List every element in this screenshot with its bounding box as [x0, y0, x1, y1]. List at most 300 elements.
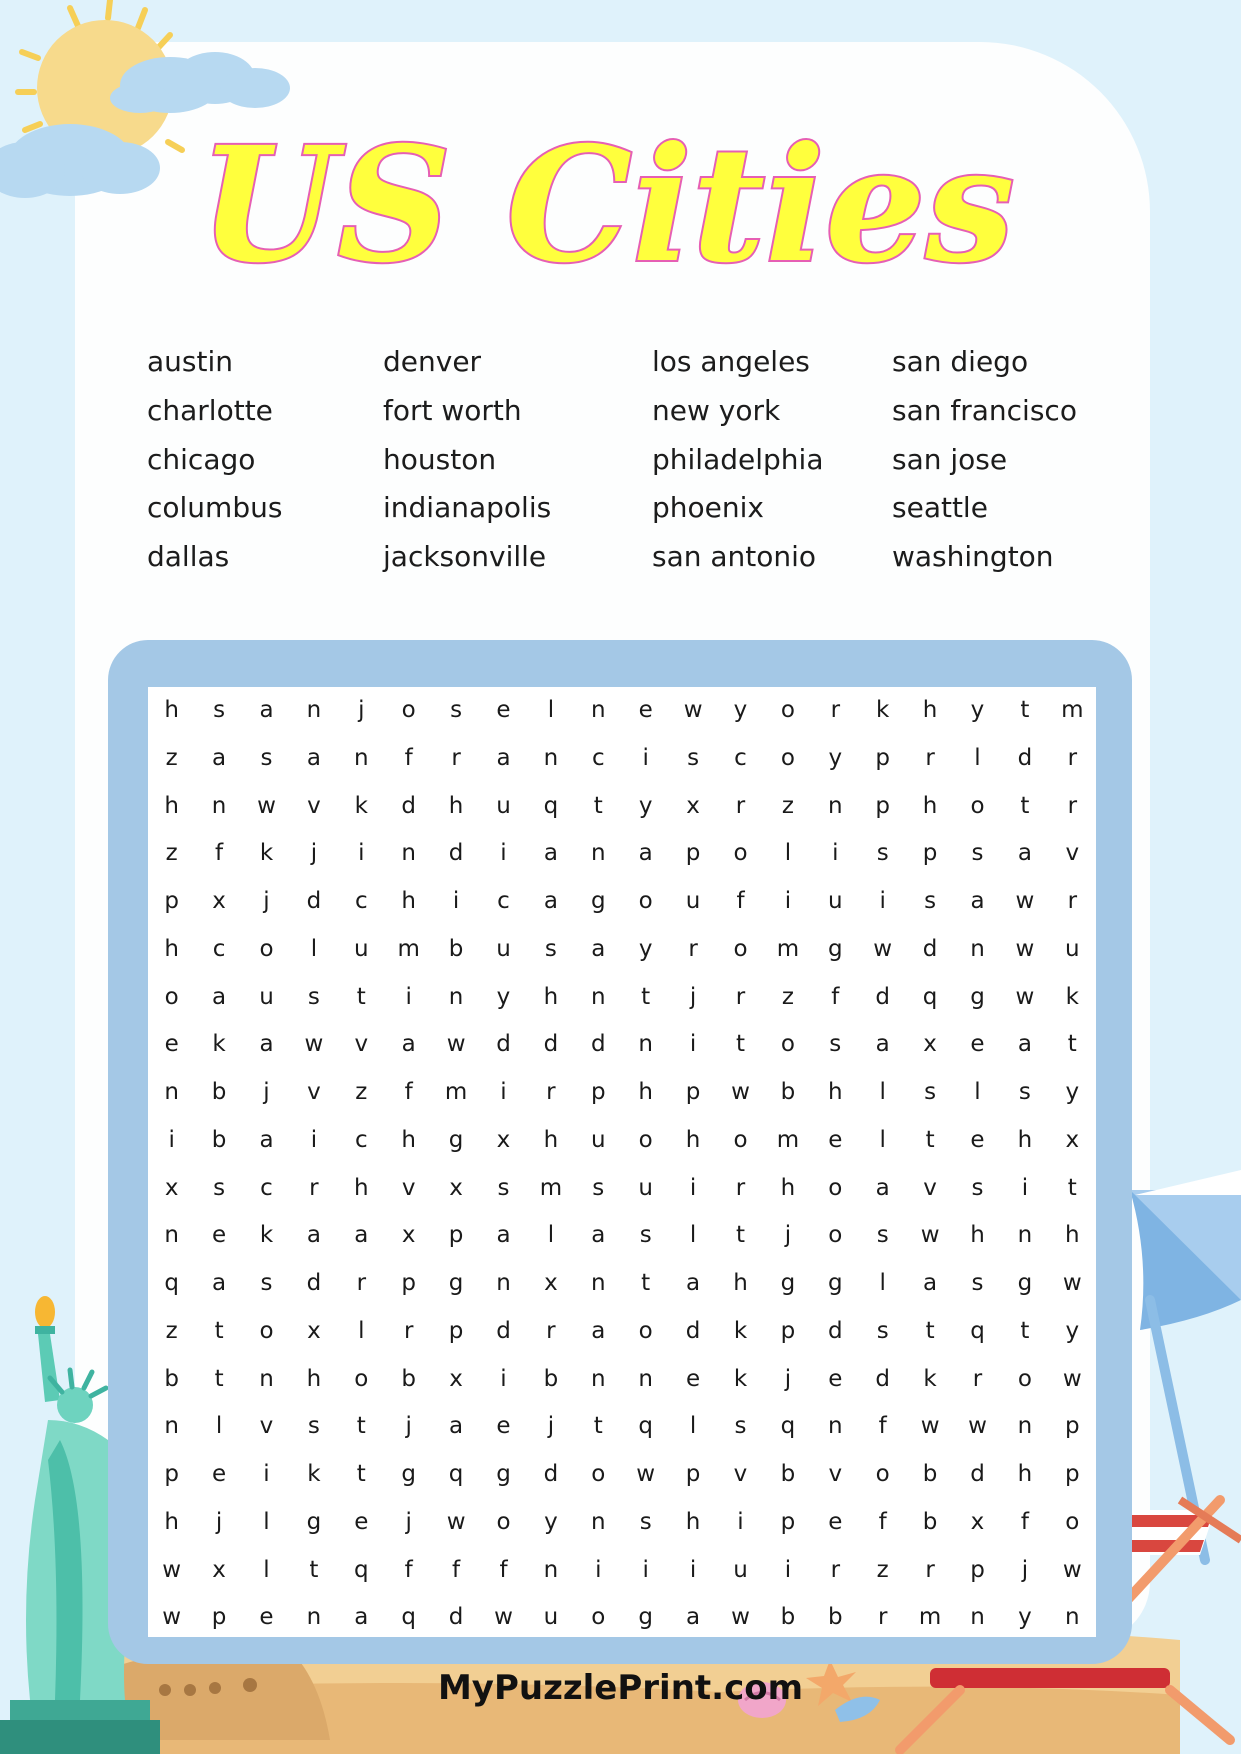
grid-cell: l [879, 1079, 886, 1105]
grid-cell: v [923, 1174, 937, 1201]
grid-cell: f [878, 1508, 887, 1535]
grid-cell: g [827, 1270, 843, 1296]
grid-cell: e [212, 1222, 227, 1249]
grid-cell: i [500, 1079, 507, 1105]
grid-cell: i [642, 1556, 649, 1583]
grid-cell: l [689, 1413, 697, 1440]
grid-cell: d [306, 1270, 322, 1296]
grid-cell: d [875, 983, 890, 1010]
grid-cell: p [685, 1079, 701, 1105]
grid-cell: d [306, 888, 322, 914]
grid-cell: i [737, 1508, 744, 1535]
grid-cell: l [358, 1317, 365, 1344]
word-list-item: phoenix [652, 491, 764, 525]
grid-cell: s [971, 840, 984, 867]
grid-cell: e [212, 1461, 227, 1487]
grid-cell: o [970, 792, 985, 819]
grid-cell: d [543, 1031, 559, 1058]
grid-cell: c [354, 888, 368, 914]
grid-cell: f [499, 1556, 508, 1583]
grid-cell: j [689, 983, 697, 1010]
grid-cell: j [310, 840, 318, 867]
grid-cell: l [879, 1270, 886, 1296]
grid-cell: w [968, 1413, 987, 1440]
grid-cell: n [828, 792, 843, 819]
grid-cell: f [736, 888, 745, 914]
grid-cell: u [354, 935, 369, 962]
grid-cell: j [358, 697, 365, 723]
grid-cell: a [543, 888, 558, 914]
grid-cell: s [687, 744, 700, 771]
grid-cell: r [1067, 792, 1078, 819]
grid-cell: h [164, 697, 179, 723]
grid-cell: p [448, 1317, 464, 1344]
grid-cell: w [1015, 983, 1035, 1010]
grid-cell: a [259, 697, 274, 723]
grid-cell: q [638, 1413, 653, 1440]
grid-cell: r [830, 697, 841, 723]
grid-cell: n [638, 1031, 653, 1058]
grid-cell: p [1064, 1461, 1080, 1487]
grid-cell: t [735, 1222, 745, 1249]
word-list [147, 338, 1087, 588]
grid-cell: o [496, 1508, 511, 1535]
grid-cell: p [875, 792, 890, 819]
grid-cell: h [354, 1174, 369, 1201]
grid-cell: h [543, 1126, 559, 1153]
grid-cell: o [354, 1365, 369, 1392]
grid-cell: y [828, 744, 843, 771]
grid-cell: d [448, 1604, 464, 1631]
grid-cell: n [306, 697, 322, 723]
grid-cell: k [354, 792, 368, 819]
grid-cell: v [1065, 840, 1080, 867]
grid-cell: u [638, 1174, 653, 1201]
grid-cell: a [638, 840, 653, 867]
grid-cell: c [734, 744, 747, 771]
grid-cell: j [405, 1413, 412, 1440]
grid-cell: t [925, 1317, 935, 1344]
grid-cell: s [307, 1413, 320, 1440]
word-list-item: charlotte [147, 393, 273, 427]
word-list-item: san antonio [652, 540, 817, 574]
grid-cell: x [212, 1556, 226, 1583]
grid-cell: t [925, 1126, 935, 1153]
grid-cell: o [875, 1461, 890, 1487]
grid-cell: m [1061, 697, 1084, 723]
grid-cell: e [259, 1604, 274, 1631]
grid-cell: p [922, 840, 938, 867]
grid-cell: h [685, 1508, 701, 1535]
grid-cell: l [547, 1222, 555, 1249]
grid-cell: h [1065, 1222, 1080, 1249]
grid-cell: n [591, 1270, 606, 1296]
grid-cell: z [355, 1079, 368, 1105]
grid-cell: p [164, 1461, 179, 1487]
grid-cell: s [876, 840, 889, 867]
grid-cell: r [451, 744, 461, 771]
grid-cell: g [1017, 1270, 1033, 1296]
grid-cell: a [259, 1031, 274, 1058]
grid-cell: l [263, 1508, 270, 1535]
word-list-item: denver [383, 345, 482, 378]
grid-cell: i [358, 840, 365, 867]
grid-cell: v [307, 1079, 321, 1105]
grid-cell: r [356, 1270, 367, 1296]
grid-cell: l [974, 744, 981, 771]
grid-cell: m [776, 1126, 800, 1153]
grid-cell: s [260, 1270, 273, 1296]
grid-cell: a [1017, 840, 1032, 867]
grid-cell: b [780, 1604, 796, 1631]
grid-cell: y [638, 792, 653, 819]
grid-cell: c [497, 888, 510, 914]
grid-cell: q [448, 1461, 464, 1487]
grid-cell: s [876, 1317, 889, 1344]
grid-cell: f [878, 1413, 887, 1440]
grid-cell: t [1020, 1317, 1030, 1344]
grid-cell: w [494, 1604, 513, 1631]
grid-cell: a [306, 1222, 321, 1249]
grid-cell: j [263, 888, 270, 914]
grid-cell: d [827, 1317, 843, 1344]
grid-cell: w [257, 792, 276, 819]
grid-cell: h [164, 1508, 179, 1535]
word-list-column [652, 338, 823, 582]
grid-cell: o [780, 744, 795, 771]
grid-cell: o [591, 1461, 606, 1487]
grid-cell: w [920, 1413, 940, 1440]
grid-cell: g [401, 1461, 416, 1487]
grid-cell: w [920, 1222, 940, 1249]
grid-cell: s [876, 1222, 889, 1249]
grid-cell: t [1067, 1174, 1077, 1201]
grid-cell: f [215, 840, 224, 867]
grid-cell: s [924, 888, 937, 914]
grid-cell: s [971, 1270, 984, 1296]
grid-cell: f [404, 1556, 413, 1583]
grid-cell: n [164, 1222, 179, 1249]
grid-cell: j [1021, 1556, 1029, 1583]
grid-cell: s [924, 1079, 937, 1105]
grid-cell: i [405, 983, 412, 1010]
grid-cell: f [831, 983, 840, 1010]
grid-cell: o [828, 1174, 843, 1201]
grid-cell: d [1017, 744, 1033, 771]
grid-cell: e [354, 1508, 369, 1535]
grid-cell: h [685, 1126, 701, 1153]
grid-cell: s [971, 1174, 984, 1201]
grid-cell: t [1020, 697, 1030, 723]
grid-cell: o [259, 1317, 274, 1344]
grid-cell: u [685, 888, 701, 914]
grid-cell: e [496, 697, 511, 723]
grid-cell: d [685, 1317, 701, 1344]
word-list-item: philadelphia [652, 442, 824, 476]
grid-cell: o [733, 1126, 748, 1153]
grid-cell: i [500, 840, 507, 867]
grid-cell: o [164, 983, 179, 1010]
grid-cell: t [641, 1270, 651, 1296]
grid-cell: z [165, 744, 178, 771]
grid-cell: w [1015, 935, 1035, 962]
grid-cell: r [925, 1556, 935, 1583]
grid-cell: y [1065, 1317, 1080, 1344]
grid-cell: s [1018, 1079, 1031, 1105]
grid-cell: o [259, 935, 274, 962]
grid-cell: o [591, 1604, 606, 1631]
grid-cell: w [1062, 1365, 1082, 1392]
grid-cell: t [1067, 1031, 1077, 1058]
grid-cell: b [211, 1079, 227, 1105]
grid-cell: k [1065, 983, 1079, 1010]
word-list-item: jacksonville [383, 540, 547, 574]
grid-cell: a [354, 1604, 369, 1631]
grid-cell: s [260, 744, 273, 771]
grid-cell: k [212, 1031, 226, 1058]
grid-cell: e [828, 1365, 843, 1392]
grid-cell: i [784, 888, 792, 914]
grid-cell: h [164, 792, 179, 819]
grid-cell: p [875, 744, 890, 771]
grid-cell: v [733, 1461, 748, 1487]
grid-cell: d [496, 1031, 511, 1058]
grid-cell: l [215, 1413, 223, 1440]
grid-cell: u [496, 935, 511, 962]
grid-cell: o [780, 1031, 795, 1058]
grid-cell: g [448, 1126, 464, 1153]
grid-cell: q [401, 1604, 416, 1631]
title-text: US Cities [199, 120, 1015, 298]
grid-cell: q [543, 792, 559, 819]
grid-cell: t [593, 1413, 603, 1440]
grid-cell: f [452, 1556, 461, 1583]
grid-cell: z [876, 1556, 889, 1583]
grid-cell: p [970, 1556, 985, 1583]
grid-cell: o [638, 1317, 653, 1344]
grid-cell: a [212, 1270, 227, 1296]
grid-cell: i [689, 1031, 697, 1058]
grid-cell: g [638, 1604, 653, 1631]
grid-cell: n [1017, 1413, 1033, 1440]
grid-cell: u [828, 888, 843, 914]
grid-cell: x [307, 1317, 321, 1344]
grid-cell: o [638, 1126, 653, 1153]
grid-cell: c [591, 744, 605, 771]
grid-cell: s [213, 697, 226, 723]
grid-cell: m [397, 935, 420, 962]
grid-cell: m [776, 935, 800, 962]
grid-cell: t [593, 792, 603, 819]
grid-cell: p [780, 1317, 796, 1344]
grid-cell: a [496, 744, 511, 771]
grid-cell: e [828, 1508, 843, 1535]
grid-cell: g [827, 935, 843, 962]
grid-cell: v [401, 1174, 416, 1201]
word-list-item: san diego [892, 345, 1029, 378]
grid-cell: a [1017, 1031, 1032, 1058]
grid-cell: s [307, 983, 320, 1010]
grid-cell: s [734, 1413, 747, 1440]
word-list-item: fort worth [383, 393, 522, 427]
grid-cell: n [543, 1556, 559, 1583]
grid-cell: x [401, 1222, 416, 1249]
grid-cell: d [448, 840, 464, 867]
grid-cell: x [923, 1031, 937, 1058]
grid-cell: w [446, 1031, 466, 1058]
grid-cell: n [448, 983, 464, 1010]
grid-cell: x [449, 1174, 463, 1201]
grid-cell: n [1065, 1604, 1080, 1631]
grid-cell: r [403, 1317, 414, 1344]
grid-cell: x [164, 1174, 179, 1201]
grid-cell: h [922, 697, 938, 723]
grid-cell: n [354, 744, 369, 771]
grid-cell: b [780, 1079, 796, 1105]
grid-cell: b [164, 1365, 179, 1392]
grid-cell: n [638, 1365, 653, 1392]
grid-cell: v [354, 1031, 369, 1058]
grid-cell: o [1065, 1508, 1080, 1535]
grid-cell: r [735, 792, 746, 819]
grid-cell: o [1017, 1365, 1032, 1392]
word-list-item: houston [383, 442, 497, 476]
grid-cell: n [591, 840, 606, 867]
grid-cell: u [733, 1556, 748, 1583]
grid-cell: e [970, 1031, 985, 1058]
grid-cell: a [259, 1126, 274, 1153]
word-list-item: new york [652, 393, 781, 427]
word-list-column [383, 338, 551, 582]
grid-cell: a [875, 1174, 890, 1201]
grid-cell: g [590, 888, 606, 914]
grid-cell: q [353, 1556, 369, 1583]
grid-cell: y [1065, 1079, 1080, 1105]
grid-cell: i [168, 1126, 175, 1153]
grid-cell: h [1017, 1126, 1033, 1153]
grid-cell: v [259, 1413, 274, 1440]
grid-cell: n [970, 935, 985, 962]
grid-cell: h [1017, 1461, 1033, 1487]
grid-cell: r [735, 1174, 746, 1201]
grid-cell: a [591, 1317, 606, 1344]
grid-cell: t [309, 1556, 319, 1583]
grid-cell: e [638, 697, 653, 723]
grid-cell: n [591, 983, 606, 1010]
word-list-item: seattle [892, 491, 988, 525]
grid-cell: d [543, 1461, 559, 1487]
grid-cell: u [496, 792, 511, 819]
word-list-item: washington [892, 540, 1054, 574]
grid-cell: i [689, 1174, 697, 1201]
grid-cell: x [686, 792, 700, 819]
grid-cell: h [164, 935, 179, 962]
grid-cell: w [636, 1461, 656, 1487]
grid-cell: s [497, 1174, 510, 1201]
grid-cell: p [448, 1222, 464, 1249]
grid-cell: g [780, 1270, 796, 1296]
grid-cell: a [496, 1222, 511, 1249]
grid-cell: a [212, 744, 227, 771]
grid-cell: p [590, 1079, 606, 1105]
grid-cell: g [496, 1461, 511, 1487]
grid-cell: n [591, 1365, 606, 1392]
grid-cell: a [686, 1604, 701, 1631]
grid-cell: k [733, 1317, 748, 1344]
grid-cell: n [591, 1508, 606, 1535]
grid-cell: n [543, 744, 559, 771]
grid-cell: s [592, 1174, 605, 1201]
grid-cell: e [496, 1413, 511, 1440]
grid-cell: i [263, 1461, 270, 1487]
grid-cell: i [642, 744, 649, 771]
grid-cell: l [263, 1556, 270, 1583]
grid-cell: k [259, 840, 274, 867]
grid-cell: a [354, 1222, 369, 1249]
word-list-item: columbus [147, 491, 283, 525]
grid-cell: r [309, 1174, 319, 1201]
grid-cell: i [832, 840, 839, 867]
grid-cell: m [918, 1604, 942, 1631]
grid-cell: r [972, 1365, 983, 1392]
grid-cell: y [544, 1508, 558, 1535]
grid-cell: r [688, 935, 698, 962]
grid-cell: x [449, 1365, 463, 1392]
word-list-item: los angeles [652, 345, 810, 378]
grid-cell: i [784, 1556, 792, 1583]
grid-cell: f [404, 1079, 413, 1105]
grid-cell: u [1065, 935, 1080, 962]
grid-cell: i [879, 888, 886, 914]
grid-cell: p [401, 1270, 416, 1296]
grid-cell: s [829, 1031, 842, 1058]
grid-cell: f [1020, 1508, 1029, 1535]
grid-cell: h [780, 1174, 796, 1201]
grid-cell: l [310, 935, 318, 962]
grid-cell: a [686, 1270, 701, 1296]
grid-cell: c [354, 1126, 368, 1153]
grid-cell: n [211, 792, 227, 819]
grid-cell: y [638, 935, 653, 962]
grid-cell: k [733, 1365, 748, 1392]
grid-cell: o [733, 840, 748, 867]
grid-cell: h [401, 1126, 416, 1153]
grid-cell: q [922, 983, 938, 1010]
grid-cell: t [214, 1317, 224, 1344]
grid-cell: t [356, 983, 366, 1010]
grid-cell: a [923, 1270, 938, 1296]
grid-cell: r [546, 1317, 556, 1344]
grid-cell: g [306, 1508, 322, 1535]
grid-cell: s [450, 697, 463, 723]
grid-cell: n [259, 1365, 274, 1392]
grid-cell: s [544, 935, 557, 962]
grid-cell: w [1015, 888, 1035, 914]
word-list-item: san francisco [892, 393, 1077, 427]
site-footer: MyPuzzlePrint.com [437, 1668, 804, 1708]
grid-cell: l [784, 840, 792, 867]
grid-cell: w [446, 1508, 466, 1535]
grid-cell: w [683, 697, 703, 723]
grid-cell: j [405, 1508, 412, 1535]
grid-cell: u [543, 1604, 559, 1631]
grid-cell: k [307, 1461, 321, 1487]
grid-cell: f [404, 744, 413, 771]
grid-cell: o [733, 935, 748, 962]
grid-cell: b [543, 1365, 559, 1392]
grid-cell: v [307, 792, 321, 819]
grid-cell: i [689, 1556, 697, 1583]
